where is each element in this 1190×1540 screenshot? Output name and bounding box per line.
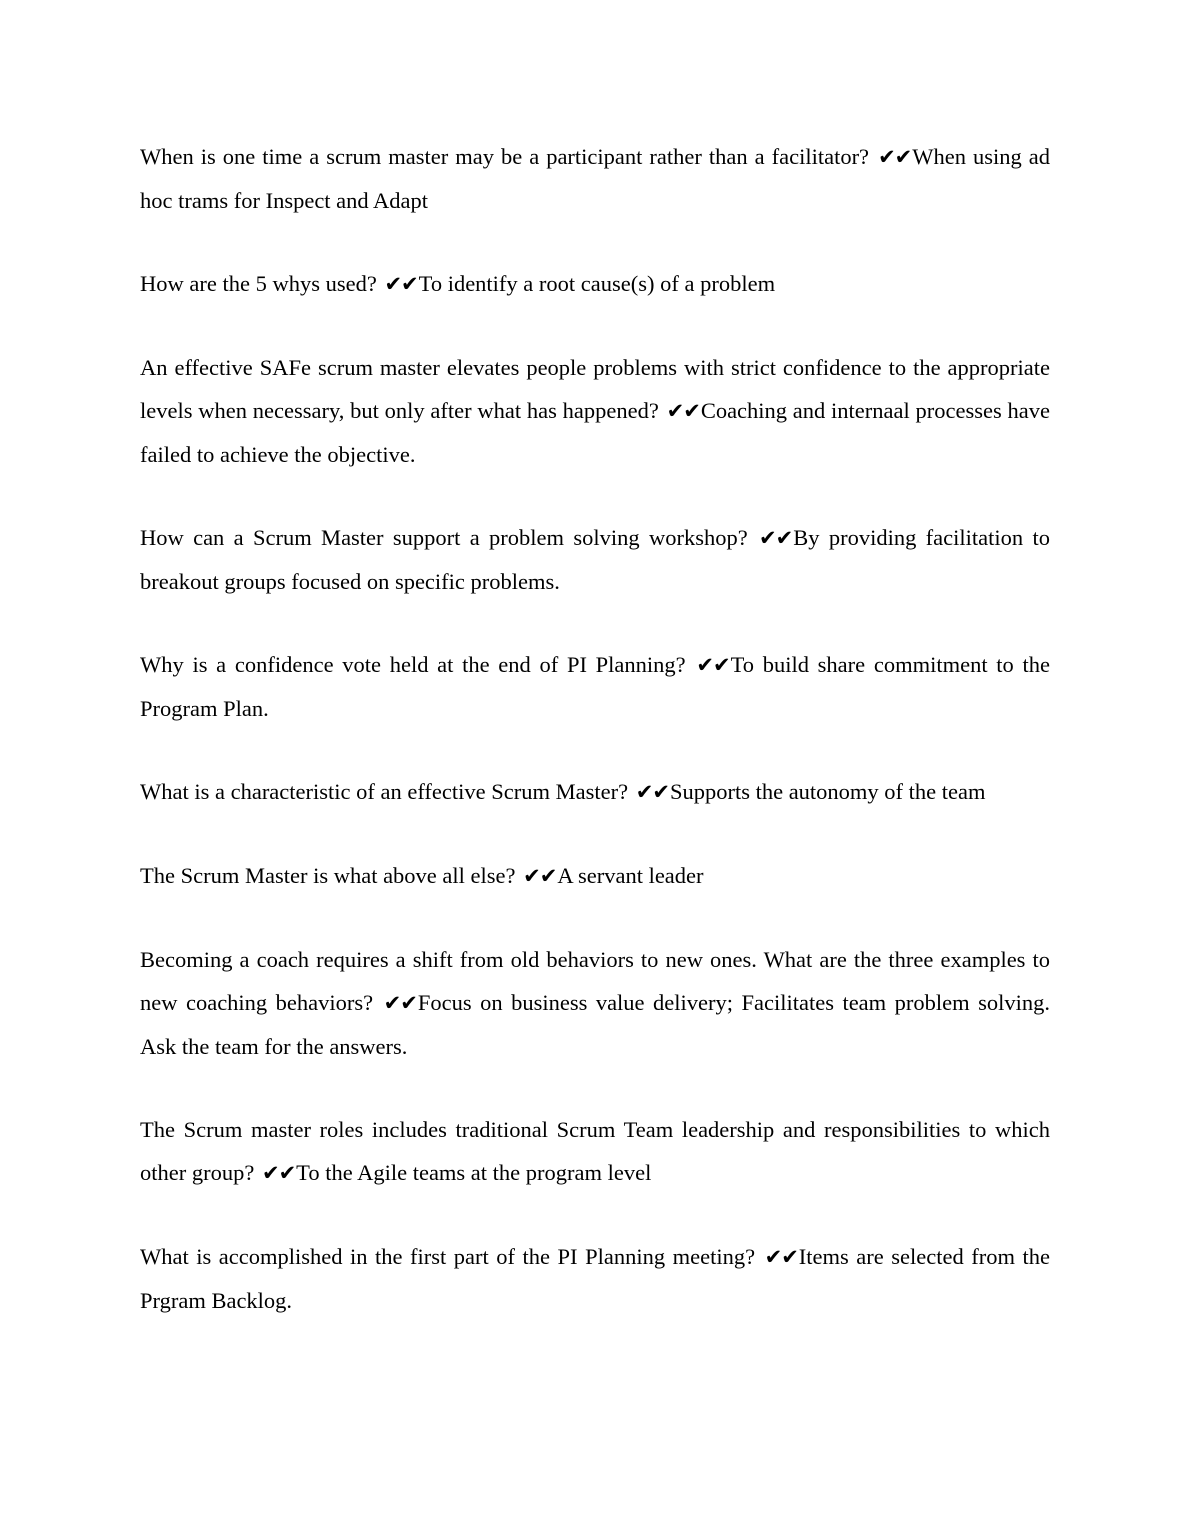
double-check-icon: ✔✔ xyxy=(635,780,669,804)
qa-item xyxy=(140,346,1050,476)
answer-text: Coaching and internaal processes have failed to achieve the objective. xyxy=(140,398,1050,467)
double-check-icon: ✔✔ xyxy=(383,991,417,1015)
question-text: What is accomplished in the first part of the PI Planning meeting? xyxy=(140,1244,756,1269)
qa-item xyxy=(140,1108,1050,1195)
qa-item xyxy=(140,770,1050,814)
answer-text: To identify a root cause(s) of a problem xyxy=(418,271,776,296)
double-check-icon: ✔✔ xyxy=(764,1245,798,1269)
answer-text: To build share commitment to the Program Plan. xyxy=(140,652,1050,721)
double-check-icon: ✔✔ xyxy=(523,864,557,888)
double-check-icon: ✔✔ xyxy=(261,1161,296,1185)
question-text: An effective SAFe scrum master elevates people problems with strict confidence to the appropriate levels when necessary, but only after what has happened? xyxy=(140,355,1050,423)
question-text: Why is a confidence vote held at the end of PI Planning? xyxy=(140,652,686,677)
answer-text: A servant leader xyxy=(557,863,704,888)
answer-text: By providing facilitation to breakout groups focused on specific problems. xyxy=(140,525,1050,594)
question-text: How are the 5 whys used? xyxy=(140,271,377,296)
question-text: What is a characteristic of an effective Scrum Master? xyxy=(140,779,629,804)
question-text: The Scrum Master is what above all else? xyxy=(140,863,516,888)
qa-item xyxy=(140,1235,1050,1322)
qa-item xyxy=(140,135,1050,222)
question-text: Becoming a coach requires a shift from old behaviors to new ones. What are the three examples to new coaching behaviors? xyxy=(140,947,1050,1015)
qa-item xyxy=(140,516,1050,603)
qa-item xyxy=(140,854,1050,898)
double-check-icon: ✔✔ xyxy=(666,399,700,423)
answer-text: Items are selected from the Prgram Backlog. xyxy=(140,1244,1051,1313)
double-check-icon: ✔✔ xyxy=(878,145,912,169)
answer-text: Supports the autonomy of the team xyxy=(669,779,986,804)
answer-text: Focus on business value delivery; Facilitates team problem solving. Ask the team for the answers. xyxy=(140,990,1051,1059)
qa-item xyxy=(140,938,1050,1068)
question-text: When is one time a scrum master may be a participant rather than a facilitator? xyxy=(140,144,870,169)
double-check-icon: ✔✔ xyxy=(696,653,730,677)
answer-text: When using ad hoc trams for Inspect and Adapt xyxy=(140,144,1051,213)
answer-text: To the Agile teams at the program level xyxy=(296,1160,652,1185)
qa-item xyxy=(140,643,1050,730)
question-text: How can a Scrum Master support a problem solving workshop? xyxy=(140,525,748,550)
question-text: The Scrum master roles includes traditional Scrum Team leadership and responsibilities to which other group? xyxy=(140,1117,1050,1185)
qa-list xyxy=(140,135,1050,1362)
double-check-icon: ✔✔ xyxy=(384,272,418,296)
double-check-icon: ✔✔ xyxy=(759,526,793,550)
qa-item xyxy=(140,262,1050,306)
